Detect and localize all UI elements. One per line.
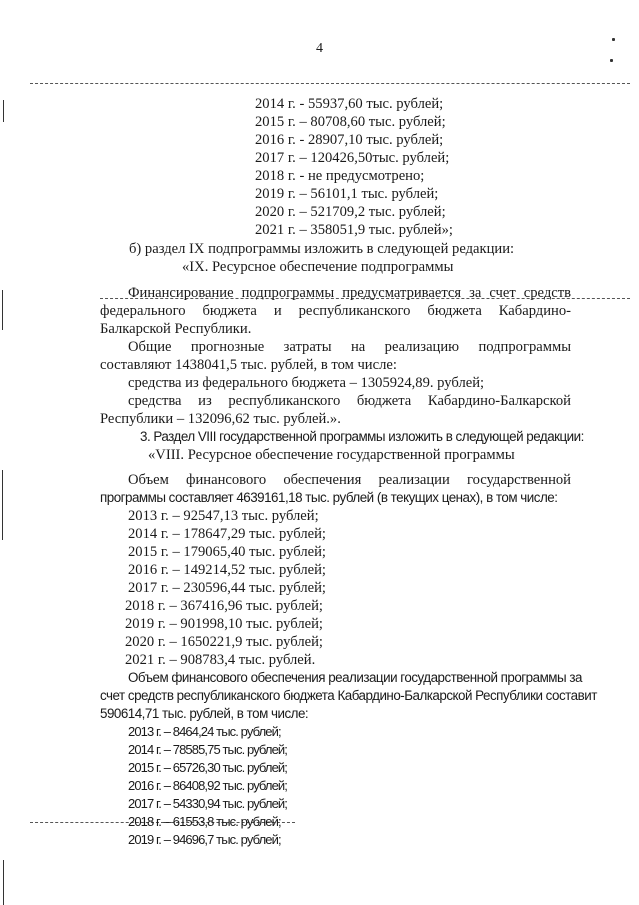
scan-margin-line-4 [3, 100, 4, 122]
year-line: 2016 г. – 149214,52 тыс. рублей; [128, 562, 326, 578]
scan-speck-2 [610, 59, 613, 62]
paragraph-line: составляют 1438041,5 тыс. рублей, в том числе: [100, 357, 397, 373]
item-3: 3. Раздел VIII государственной программы изложить в следующей редакции: [140, 429, 584, 444]
year-line: 2016 г. – 86408,92 тыс. рублей; [128, 778, 287, 793]
year-line: 2018 г. - не предусмотрено; [255, 168, 425, 184]
year-line: 2019 г. – 56101,1 тыс. рублей; [255, 186, 439, 202]
year-line: 2015 г. – 179065,40 тыс. рублей; [128, 544, 326, 560]
year-line: 2017 г. – 54330,94 тыс. рублей; [128, 796, 287, 811]
year-line: 2016 г. - 28907,10 тыс. рублей; [255, 132, 444, 148]
year-line: 2014 г. – 78585,75 тыс. рублей; [128, 742, 287, 757]
year-line: 2013 г. – 8464,24 тыс. рублей; [128, 724, 281, 739]
scan-margin-line-1 [2, 290, 3, 330]
scan-dashed-line-top [30, 83, 630, 84]
year-line: 2019 г. – 901998,10 тыс. рублей; [125, 616, 323, 632]
paragraph-line: Общие прогнозные затраты на реализацию подпрограммы [128, 339, 571, 355]
scan-margin-line-2 [2, 470, 3, 540]
paragraph-line: федерального бюджета и республиканского бюджета Кабардино- [100, 303, 571, 319]
year-line: 2020 г. – 1650221,9 тыс. рублей; [125, 634, 323, 650]
paragraph-line: средства из республиканского бюджета Кабардино-Балкарской [128, 393, 571, 409]
year-line: 2015 г. – 65726,30 тыс. рублей; [128, 760, 287, 775]
section-heading-ix: «IX. Ресурсное обеспечение подпрограммы [182, 259, 454, 275]
paragraph-line: Республики – 132096,62 тыс. рублей.». [100, 411, 341, 427]
item-b: б) раздел IX подпрограммы изложить в следующей редакции: [129, 241, 515, 257]
year-line: 2015 г. – 80708,60 тыс. рублей; [255, 114, 446, 130]
page-number: 4 [316, 41, 323, 56]
year-line: 2019 г. – 94696,7 тыс. рублей; [128, 832, 281, 847]
year-line: 2021 г. – 908783,4 тыс. рублей. [125, 652, 316, 668]
year-line: 2017 г. – 230596,44 тыс. рублей; [128, 580, 326, 596]
paragraph-line: средства из федерального бюджета – 1305924,89. рублей; [128, 375, 485, 391]
paragraph-line: Балкарской Республики. [100, 321, 252, 337]
year-line: 2021 г. – 358051,9 тыс. рублей»; [255, 222, 453, 238]
year-line: 2018 г. – 367416,96 тыс. рублей; [125, 598, 323, 614]
year-line: 2014 г. - 55937,60 тыс. рублей; [255, 96, 444, 112]
year-line: 2013 г. – 92547,13 тыс. рублей; [128, 508, 319, 524]
paragraph-line: счет средств республиканского бюджета Кабардино-Балкарской Республики составит [100, 688, 597, 703]
year-line: 2018 г. – 61553,8 тыс. рублей; [128, 814, 281, 829]
year-line: 2014 г. – 178647,29 тыс. рублей; [128, 526, 326, 542]
paragraph-line: 590614,71 тыс. рублей, в том числе: [100, 706, 309, 721]
paragraph-line: Финансирование подпрограммы предусматривается за счет средств [128, 285, 571, 301]
paragraph-line: Объем финансового обеспечения реализации государственной [128, 472, 571, 488]
section-heading-viii: «VIII. Ресурсное обеспечение государственной программы [148, 447, 515, 463]
paragraph-line: Объем финансового обеспечения реализации государственной программы за [128, 670, 582, 685]
scan-margin-line-3 [3, 860, 4, 905]
year-line: 2017 г. – 120426,50тыс. рублей; [255, 150, 450, 166]
year-line: 2020 г. – 521709,2 тыс. рублей; [255, 204, 446, 220]
paragraph-line: программы составляет 4639161,18 тыс. рублей (в текущих ценах), в том числе: [100, 490, 558, 505]
